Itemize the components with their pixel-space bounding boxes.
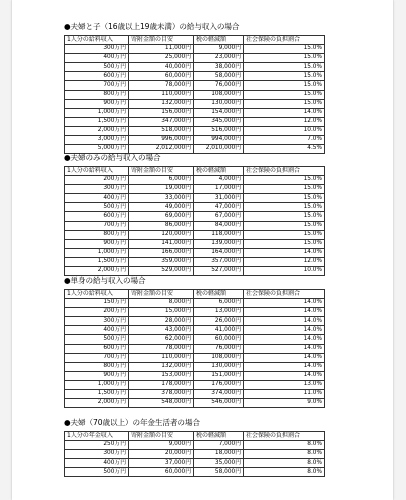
reduction-cell: 130,000円 — [194, 362, 244, 371]
reduction-cell: 31,000円 — [194, 194, 244, 203]
income-cell: 1,000万円 — [65, 248, 129, 257]
column-header-burden: 社会保険の負担割合 — [244, 167, 325, 176]
donation-cell: 37,000円 — [129, 459, 194, 468]
table-row — [65, 441, 325, 450]
table-row — [65, 72, 325, 81]
table-row — [65, 108, 325, 117]
income-cell: 700万円 — [65, 353, 129, 362]
income-cell: 5,000万円 — [65, 145, 129, 154]
donation-cell: 11,000円 — [129, 45, 194, 54]
column-header-reduction: 税の軽減額 — [194, 36, 244, 45]
donation-cell: 6,000円 — [129, 176, 194, 185]
column-header-burden: 社会保険の負担割合 — [244, 36, 325, 45]
donation-cell: 153,000円 — [129, 371, 194, 380]
reduction-cell: 76,000円 — [194, 344, 244, 353]
income-cell: 400万円 — [65, 326, 129, 335]
income-cell: 1,500万円 — [65, 117, 129, 126]
burden-cell: 15.0% — [244, 90, 325, 99]
table-header-row — [65, 432, 325, 441]
table-row — [65, 221, 325, 230]
reduction-cell: 17,000円 — [194, 185, 244, 194]
income-cell: 900万円 — [65, 99, 129, 108]
burden-cell: 9.0% — [244, 399, 325, 408]
table-row — [65, 353, 325, 362]
income-cell: 2,000万円 — [65, 267, 129, 276]
table-row — [65, 335, 325, 344]
burden-cell: 11.0% — [244, 390, 325, 399]
income-cell: 2,000万円 — [65, 399, 129, 408]
burden-cell: 8.0% — [244, 468, 325, 477]
reduction-cell: 58,000円 — [194, 72, 244, 81]
table-row — [65, 344, 325, 353]
reduction-cell: 58,000円 — [194, 468, 244, 477]
donation-cell: 110,000円 — [129, 90, 194, 99]
burden-cell: 10.0% — [244, 126, 325, 135]
burden-cell: 14.0% — [244, 108, 325, 117]
donation-cell: 60,000円 — [129, 468, 194, 477]
reduction-cell: 164,000円 — [194, 248, 244, 257]
reduction-cell: 7,000円 — [194, 441, 244, 450]
burden-cell: 15.0% — [244, 63, 325, 72]
burden-cell: 8.0% — [244, 441, 325, 450]
donation-cell: 120,000円 — [129, 230, 194, 239]
donation-cell: 25,000円 — [129, 54, 194, 63]
reduction-cell: 67,000円 — [194, 212, 244, 221]
burden-cell: 15.0% — [244, 239, 325, 248]
section-heading: ●夫婦と子（16歳以上19歳未満）の給与収入の場合 — [64, 22, 240, 31]
column-header-reduction: 税の軽減額 — [194, 290, 244, 299]
burden-cell: 15.0% — [244, 194, 325, 203]
table-row — [65, 136, 325, 145]
table-row — [65, 239, 325, 248]
table-row — [65, 45, 325, 54]
burden-cell: 14.0% — [244, 308, 325, 317]
income-cell: 400万円 — [65, 459, 129, 468]
section-heading: ●単身の給与収入の場合 — [64, 276, 146, 285]
donation-cell: 378,000円 — [129, 390, 194, 399]
donation-cell: 33,000円 — [129, 194, 194, 203]
tax-table — [64, 431, 325, 477]
reduction-cell: 2,010,000円 — [194, 145, 244, 154]
donation-cell: 69,000円 — [129, 212, 194, 221]
section-heading: ●夫婦のみの給与収入の場合 — [64, 153, 161, 162]
income-cell: 150万円 — [65, 299, 129, 308]
income-cell: 300万円 — [65, 45, 129, 54]
reduction-cell: 108,000円 — [194, 353, 244, 362]
donation-cell: 359,000円 — [129, 257, 194, 266]
column-header-income: 1人分の給料収入 — [65, 167, 129, 176]
reduction-cell: 13,000円 — [194, 308, 244, 317]
column-header-income: 1人分の給料収入 — [65, 290, 129, 299]
donation-cell: 20,000円 — [129, 450, 194, 459]
reduction-cell: 151,000円 — [194, 371, 244, 380]
table-row — [65, 99, 325, 108]
burden-cell: 14.0% — [244, 371, 325, 380]
table-row — [65, 176, 325, 185]
reduction-cell: 139,000円 — [194, 239, 244, 248]
income-cell: 500万円 — [65, 468, 129, 477]
table-row — [65, 81, 325, 90]
burden-cell: 15.0% — [244, 81, 325, 90]
burden-cell: 15.0% — [244, 72, 325, 81]
section-family-with-child — [64, 22, 324, 154]
income-cell: 500万円 — [65, 335, 129, 344]
income-cell: 900万円 — [65, 371, 129, 380]
income-cell: 900万円 — [65, 239, 129, 248]
burden-cell: 8.0% — [244, 450, 325, 459]
table-row — [65, 371, 325, 380]
reduction-cell: 38,000円 — [194, 63, 244, 72]
column-header-burden: 社会保険の負担割合 — [244, 290, 325, 299]
table-row — [65, 185, 325, 194]
donation-cell: 78,000円 — [129, 344, 194, 353]
donation-cell: 2,012,000円 — [129, 145, 194, 154]
donation-cell: 156,000円 — [129, 108, 194, 117]
burden-cell: 15.0% — [244, 99, 325, 108]
column-header-donation: 寄附金額の目安 — [129, 167, 194, 176]
burden-cell: 15.0% — [244, 203, 325, 212]
income-cell: 400万円 — [65, 194, 129, 203]
reduction-cell: 130,000円 — [194, 99, 244, 108]
income-cell: 800万円 — [65, 90, 129, 99]
burden-cell: 14.0% — [244, 362, 325, 371]
donation-cell: 178,000円 — [129, 380, 194, 389]
donation-cell: 347,000円 — [129, 117, 194, 126]
donation-cell: 110,000円 — [129, 353, 194, 362]
reduction-cell: 6,000円 — [194, 299, 244, 308]
reduction-cell: 345,000円 — [194, 117, 244, 126]
income-cell: 800万円 — [65, 362, 129, 371]
donation-cell: 49,000円 — [129, 203, 194, 212]
column-header-donation: 寄附金額の目安 — [129, 36, 194, 45]
reduction-cell: 35,000円 — [194, 459, 244, 468]
tax-table — [64, 289, 325, 408]
tax-table — [64, 166, 325, 276]
income-cell: 250万円 — [65, 441, 129, 450]
income-cell: 2,000万円 — [65, 126, 129, 135]
burden-cell: 14.0% — [244, 344, 325, 353]
reduction-cell: 76,000円 — [194, 81, 244, 90]
donation-cell: 28,000円 — [129, 317, 194, 326]
table-row — [65, 63, 325, 72]
income-cell: 1,500万円 — [65, 390, 129, 399]
income-cell: 200万円 — [65, 176, 129, 185]
burden-cell: 15.0% — [244, 212, 325, 221]
reduction-cell: 374,000円 — [194, 390, 244, 399]
income-cell: 1,500万円 — [65, 257, 129, 266]
table-row — [65, 326, 325, 335]
donation-cell: 9,000円 — [129, 441, 194, 450]
table-row — [65, 267, 325, 276]
income-cell: 300万円 — [65, 185, 129, 194]
income-cell: 700万円 — [65, 221, 129, 230]
table-row — [65, 380, 325, 389]
burden-cell: 13.0% — [244, 380, 325, 389]
table-row — [65, 230, 325, 239]
burden-cell: 15.0% — [244, 230, 325, 239]
reduction-cell: 9,000円 — [194, 45, 244, 54]
donation-cell: 166,000円 — [129, 248, 194, 257]
reduction-cell: 118,000円 — [194, 230, 244, 239]
donation-cell: 43,000円 — [129, 326, 194, 335]
tax-table — [64, 35, 325, 154]
section-heading: ●夫婦（70歳以上）の年金生活者の場合 — [64, 418, 200, 427]
table-row — [65, 54, 325, 63]
table-row — [65, 299, 325, 308]
table-row — [65, 362, 325, 371]
income-cell: 600万円 — [65, 72, 129, 81]
table-row — [65, 317, 325, 326]
table-header-row — [65, 36, 325, 45]
burden-cell: 12.0% — [244, 117, 325, 126]
table-row — [65, 399, 325, 408]
column-header-donation: 寄附金額の目安 — [129, 432, 194, 441]
table-row — [65, 450, 325, 459]
reduction-cell: 84,000円 — [194, 221, 244, 230]
donation-cell: 78,000円 — [129, 81, 194, 90]
reduction-cell: 4,000円 — [194, 176, 244, 185]
table-header-row — [65, 290, 325, 299]
reduction-cell: 23,000円 — [194, 54, 244, 63]
burden-cell: 15.0% — [244, 221, 325, 230]
burden-cell: 12.0% — [244, 257, 325, 266]
table-row — [65, 468, 325, 477]
income-cell: 300万円 — [65, 317, 129, 326]
donation-cell: 132,000円 — [129, 99, 194, 108]
income-cell: 300万円 — [65, 450, 129, 459]
income-cell: 200万円 — [65, 308, 129, 317]
table-row — [65, 203, 325, 212]
burden-cell: 14.0% — [244, 353, 325, 362]
donation-cell: 86,000円 — [129, 221, 194, 230]
income-cell: 400万円 — [65, 54, 129, 63]
burden-cell: 15.0% — [244, 45, 325, 54]
reduction-cell: 26,000円 — [194, 317, 244, 326]
column-header-reduction: 税の軽減額 — [194, 167, 244, 176]
burden-cell: 14.0% — [244, 248, 325, 257]
column-header-income: 1人分の給料収入 — [65, 36, 129, 45]
income-cell: 700万円 — [65, 81, 129, 90]
donation-cell: 132,000円 — [129, 362, 194, 371]
income-cell: 1,000万円 — [65, 380, 129, 389]
burden-cell: 8.0% — [244, 459, 325, 468]
reduction-cell: 41,000円 — [194, 326, 244, 335]
reduction-cell: 154,000円 — [194, 108, 244, 117]
donation-cell: 8,000円 — [129, 299, 194, 308]
table-row — [65, 194, 325, 203]
donation-cell: 518,000円 — [129, 126, 194, 135]
reduction-cell: 60,000円 — [194, 335, 244, 344]
reduction-cell: 176,000円 — [194, 380, 244, 389]
income-cell: 600万円 — [65, 212, 129, 221]
burden-cell: 7.0% — [244, 136, 325, 145]
column-header-burden: 社会保険の負担割合 — [244, 432, 325, 441]
burden-cell: 15.0% — [244, 185, 325, 194]
burden-cell: 10.0% — [244, 267, 325, 276]
burden-cell: 14.0% — [244, 335, 325, 344]
section-single — [64, 276, 324, 408]
column-header-income: 1人分の年金収入 — [65, 432, 129, 441]
burden-cell: 4.5% — [244, 145, 325, 154]
table-row — [65, 308, 325, 317]
reduction-cell: 357,000円 — [194, 257, 244, 266]
burden-cell: 15.0% — [244, 54, 325, 63]
burden-cell: 14.0% — [244, 317, 325, 326]
donation-cell: 548,000円 — [129, 399, 194, 408]
donation-cell: 529,000円 — [129, 267, 194, 276]
table-row — [65, 212, 325, 221]
reduction-cell: 994,000円 — [194, 136, 244, 145]
income-cell: 1,000万円 — [65, 108, 129, 117]
donation-cell: 40,000円 — [129, 63, 194, 72]
donation-cell: 62,000円 — [129, 335, 194, 344]
reduction-cell: 546,000円 — [194, 399, 244, 408]
donation-cell: 15,000円 — [129, 308, 194, 317]
income-cell: 600万円 — [65, 344, 129, 353]
burden-cell: 14.0% — [244, 299, 325, 308]
table-row — [65, 390, 325, 399]
income-cell: 500万円 — [65, 203, 129, 212]
table-row — [65, 248, 325, 257]
donation-cell: 60,000円 — [129, 72, 194, 81]
table-row — [65, 257, 325, 266]
table-row — [65, 117, 325, 126]
burden-cell: 14.0% — [244, 326, 325, 335]
table-header-row — [65, 167, 325, 176]
section-elderly-pension — [64, 418, 324, 477]
reduction-cell: 18,000円 — [194, 450, 244, 459]
reduction-cell: 47,000円 — [194, 203, 244, 212]
income-cell: 800万円 — [65, 230, 129, 239]
table-row — [65, 459, 325, 468]
income-cell: 3,000万円 — [65, 136, 129, 145]
reduction-cell: 516,000円 — [194, 126, 244, 135]
burden-cell: 15.0% — [244, 176, 325, 185]
reduction-cell: 108,000円 — [194, 90, 244, 99]
table-row — [65, 126, 325, 135]
donation-cell: 19,000円 — [129, 185, 194, 194]
donation-cell: 996,000円 — [129, 136, 194, 145]
donation-cell: 141,000円 — [129, 239, 194, 248]
column-header-reduction: 税の軽減額 — [194, 432, 244, 441]
column-header-donation: 寄附金額の目安 — [129, 290, 194, 299]
reduction-cell: 527,000円 — [194, 267, 244, 276]
income-cell: 500万円 — [65, 63, 129, 72]
table-row — [65, 90, 325, 99]
document-page — [12, 0, 393, 500]
section-couple-only — [64, 153, 324, 276]
